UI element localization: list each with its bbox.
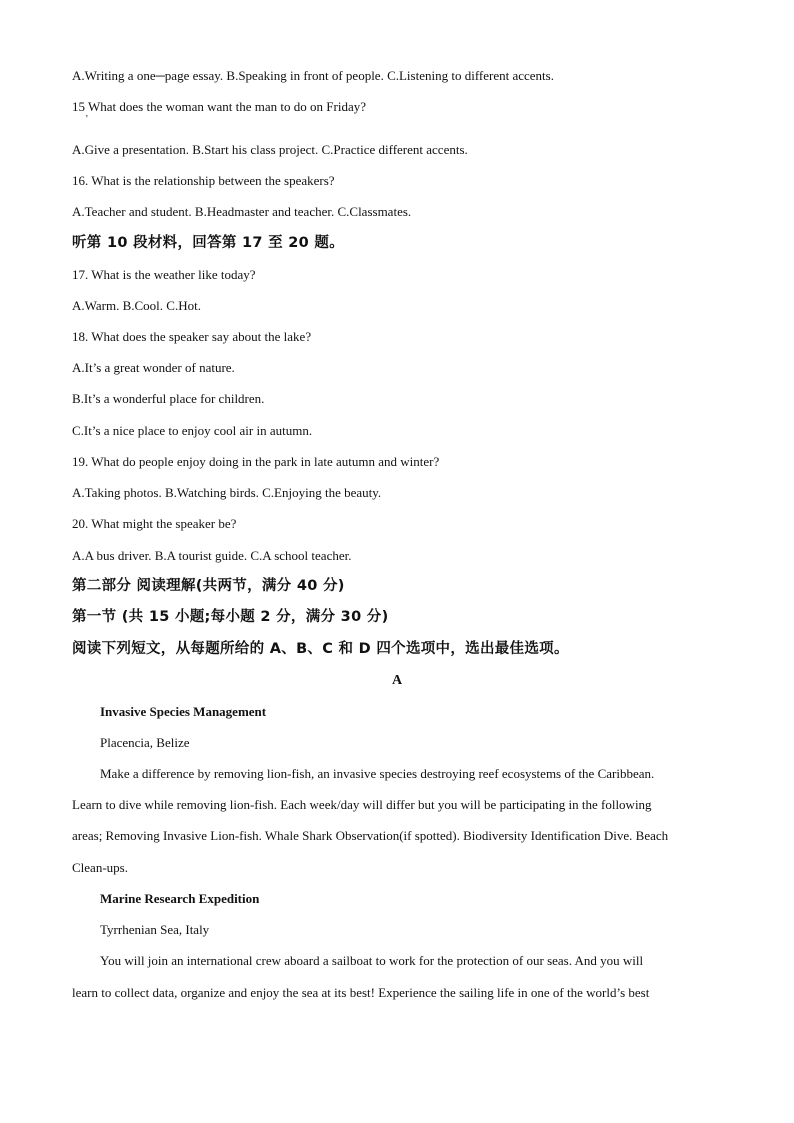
q20-options: A.A bus driver. B.A tourist guide. C.A school teacher.: [72, 548, 352, 563]
q18-question: 18. What does the speaker say about the lake?: [72, 329, 312, 344]
q17-question: 17. What is the weather like today?: [72, 267, 256, 282]
q15-options: A.Give a presentation. B.Start his class project. C.Practice different accents.: [72, 142, 468, 157]
q19-question: 19. What do people enjoy doing in the park in late autumn and winter?: [72, 454, 440, 469]
section-location: Tyrrhenian Sea, Italy: [100, 922, 210, 937]
body-line: Learn to dive while removing lion-fish. Each week/day will differ but you will be participating in the following: [72, 797, 652, 812]
q18-option-c: C.It’s a nice place to enjoy cool air in autumn.: [72, 423, 313, 438]
stray-mark: ': [86, 114, 88, 125]
q14-options: A.Writing a one─page essay. B.Speaking in front of people. C.Listening to different accents.: [72, 68, 554, 83]
part-two-heading: 第二部分 阅读理解(共两节，满分 40 分): [72, 578, 345, 594]
section-10-instruction: 听第 10 段材料，回答第 17 至 20 题。: [72, 235, 345, 251]
passage-letter: A: [391, 673, 403, 688]
q15-question: 15 What does the woman want the man to do on Friday?: [72, 99, 367, 114]
body-line: learn to collect data, organize and enjoy the sea at its best! Experience the sailing life in one of the world’s best: [72, 985, 650, 1000]
section-location: Placencia, Belize: [100, 735, 190, 750]
q18-option-a: A.It’s a great wonder of nature.: [72, 360, 235, 375]
section-one-heading: 第一节 (共 15 小题;每小题 2 分，满分 30 分): [72, 609, 389, 625]
reading-instruction: 阅读下列短文，从每题所给的 A、B、C 和 D 四个选项中，选出最佳选项。: [72, 641, 569, 657]
q18-option-b: B.It’s a wonderful place for children.: [72, 391, 265, 406]
q17-options: A.Warm. B.Cool. C.Hot.: [72, 298, 201, 313]
q19-options: A.Taking photos. B.Watching birds. C.Enjoying the beauty.: [72, 485, 382, 500]
body-line: You will join an international crew aboard a sailboat to work for the protection of our seas. And you will: [100, 953, 644, 968]
q16-question: 16. What is the relationship between the speakers?: [72, 173, 335, 188]
q20-question: 20. What might the speaker be?: [72, 516, 237, 531]
body-line: Make a difference by removing lion-fish, an invasive species destroying reef ecosystems of the Caribbean.: [100, 766, 655, 781]
q16-options: A.Teacher and student. B.Headmaster and teacher. C.Classmates.: [72, 204, 412, 219]
body-line: Clean-ups.: [72, 860, 128, 875]
section-title: Marine Research Expedition: [100, 891, 260, 906]
section-title: Invasive Species Management: [100, 704, 267, 719]
body-line: areas; Removing Invasive Lion-fish. Whale Shark Observation(if spotted). Biodiversity Identification Dive. Beach: [72, 828, 669, 843]
